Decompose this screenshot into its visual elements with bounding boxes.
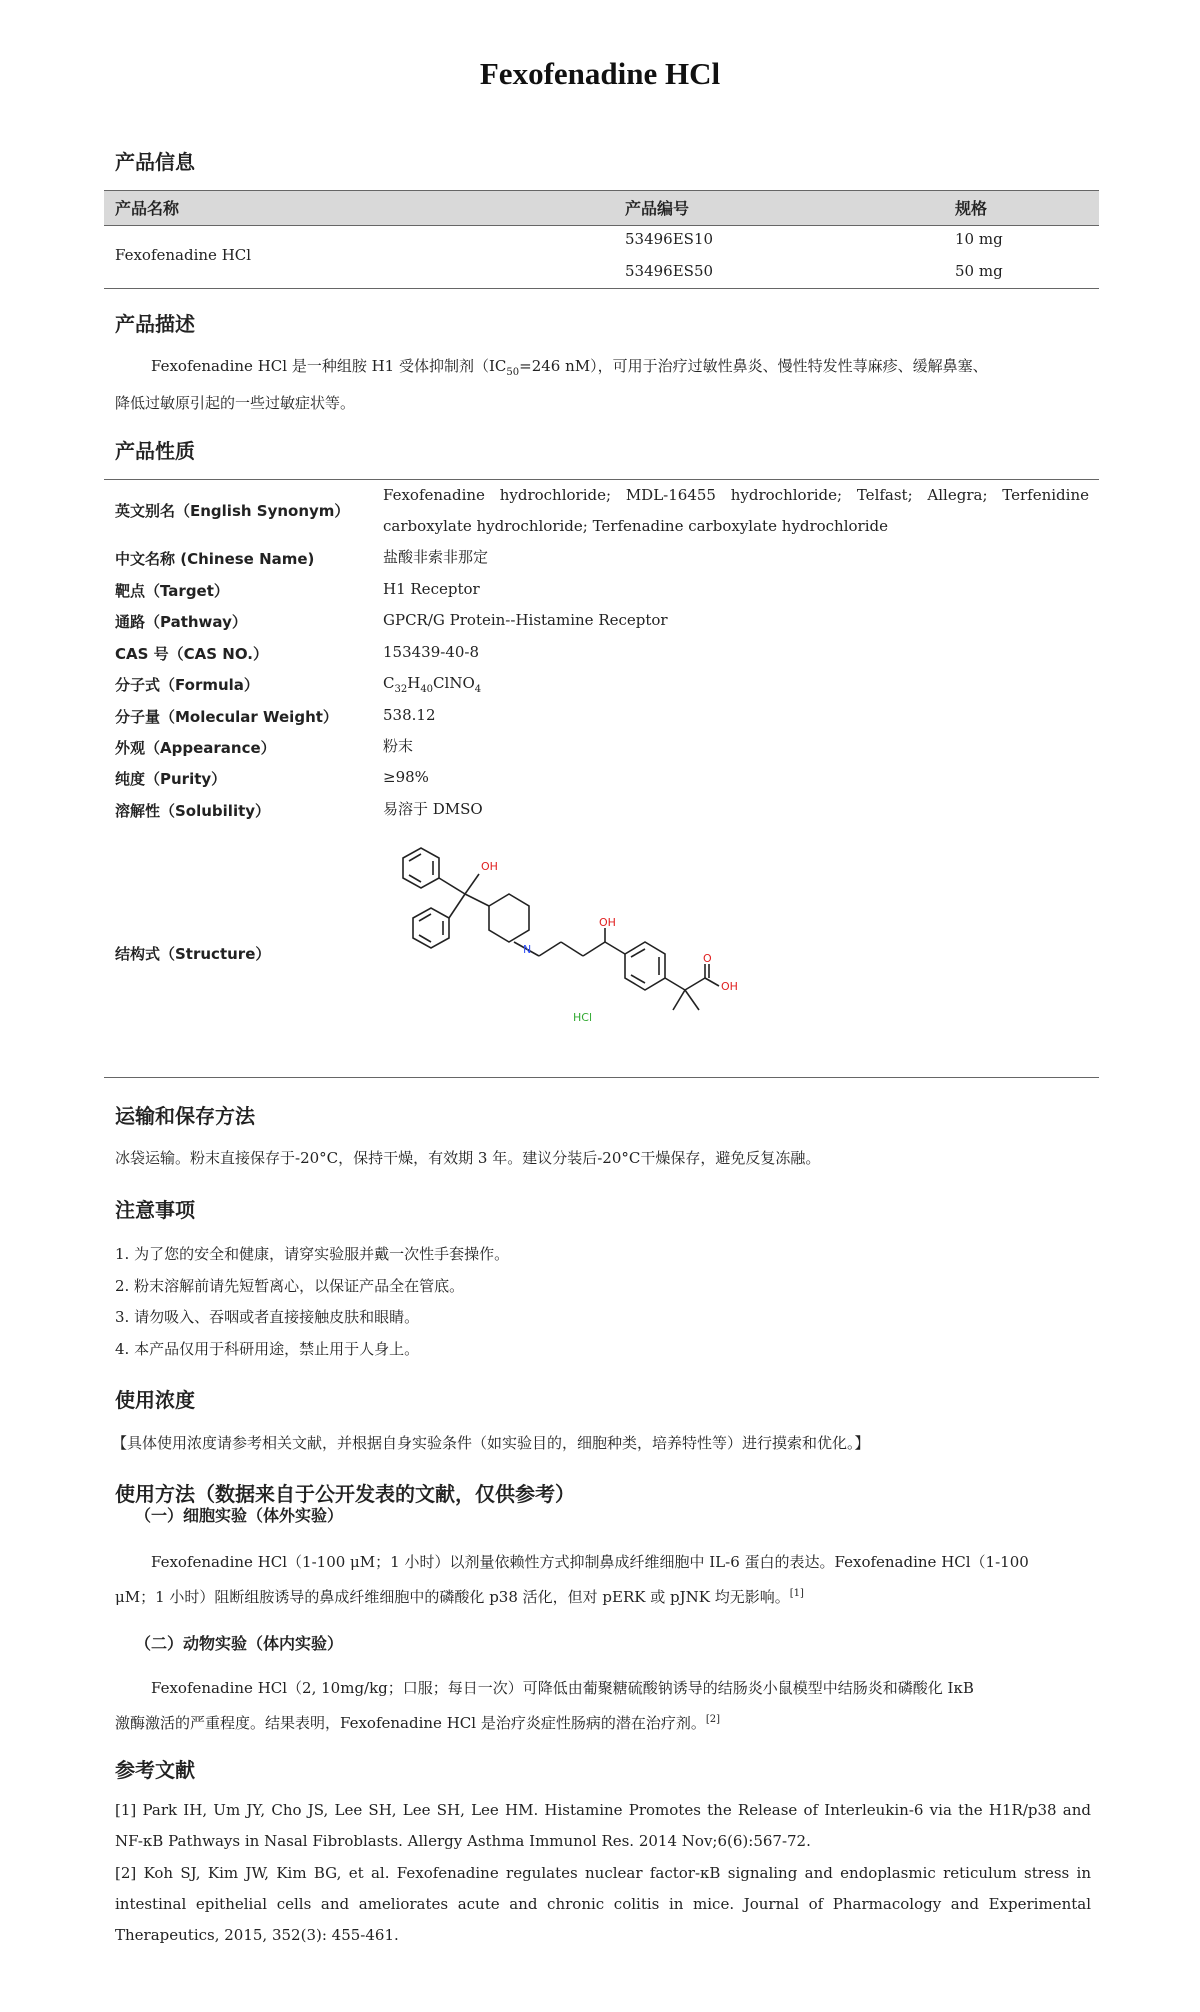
solubility-value: 易溶于 DMSO — [383, 800, 483, 818]
cas-label: CAS 号（CAS NO.） — [115, 645, 268, 663]
table-bottom-rule — [104, 288, 1099, 289]
target-value: H1 Receptor — [383, 580, 480, 598]
animal-experiment-text — [115, 1673, 1091, 1739]
structure-label: 结构式（Structure） — [115, 945, 271, 963]
cas-value: 153439-40-8 — [383, 643, 480, 661]
properties-bottom-rule — [104, 1077, 1099, 1078]
appearance-value: 粉末 — [383, 737, 414, 755]
table-row-code: 53496ES50 — [625, 262, 714, 280]
citation-2: [2] — [705, 1714, 720, 1725]
notes-heading: 注意事项 — [115, 1198, 195, 1222]
purity-value: ≥98% — [383, 768, 429, 786]
formula-h: H — [407, 674, 421, 692]
animal-experiment-heading: （二）动物实验（体内实验） — [135, 1634, 344, 1653]
list-item: 1. 为了您的安全和健康，请穿实验服并戴一次性手套操作。 — [115, 1245, 510, 1263]
cell-line1: Fexofenadine HCl（1-100 μM；1 小时）以剂量依赖性方式抑制鼻成纤维细胞中 IL-6 蛋白的表达。Fexofenadine HCl（1-100 — [151, 1553, 1029, 1571]
synonym-label: 英文别名（English Synonym） — [115, 502, 350, 520]
atom-o: O — [703, 952, 712, 965]
pathway-label: 通路（Pathway） — [115, 613, 247, 631]
table-row-code: 53496ES10 — [625, 230, 714, 248]
product-info-heading: 产品信息 — [115, 150, 195, 174]
description-text — [115, 351, 1091, 419]
citation-1: [1] — [789, 1588, 804, 1599]
product-info-table-header — [104, 190, 1099, 226]
cell-line2: μM；1 小时）阻断组胺诱导的鼻成纤维细胞中的磷酸化 p38 活化，但对 pERK 或 pJNK 均无影响。 — [115, 1588, 790, 1606]
list-item: 4. 本产品仅用于科研用途，禁止用于人身上。 — [115, 1340, 420, 1358]
description-heading: 产品描述 — [115, 312, 195, 336]
mw-label: 分子量（Molecular Weight） — [115, 708, 338, 726]
target-label: 靶点（Target） — [115, 582, 229, 600]
formula-label: 分子式（Formula） — [115, 676, 259, 694]
table-row-spec: 10 mg — [955, 230, 1003, 248]
concentration-heading: 使用浓度 — [115, 1388, 195, 1412]
col-header-name: 产品名称 — [115, 199, 180, 218]
formula-h-sub: 40 — [420, 684, 434, 695]
mw-value: 538.12 — [383, 706, 436, 724]
pathway-value: GPCR/G Protein--Histamine Receptor — [383, 611, 668, 629]
atom-oh-2: OH — [599, 916, 616, 929]
page-title: Fexofenadine HCl — [479, 56, 721, 91]
piperidine-ring — [489, 894, 529, 942]
formula-c-sub: 32 — [394, 684, 408, 695]
purity-label: 纯度（Purity） — [115, 770, 227, 788]
synonym-value: Fexofenadine hydrochloride; MDL-16455 hydrochloride; Telfast; Allegra; Terfenidine carboxylate hydrochloride; Terfenadine carboxylate hydrochloride — [383, 486, 1089, 535]
reference-item: [2] Koh SJ, Kim JW, Kim BG, et al. Fexofenadine regulates nuclear factor-κB signaling and endoplasmic reticulum stress in intestinal epithelial cells and ameliorates acute and chronic colitis in mice. Journal of Pharmacology and Experimental Therapeutics, 2015, 352(3): 455-461. — [115, 1864, 1091, 1944]
chinese-name-value: 盐酸非索非那定 — [383, 548, 489, 566]
animal-line1: Fexofenadine HCl（2, 10mg/kg；口服；每日一次）可降低由葡聚糖硫酸钠诱导的结肠炎小鼠模型中结肠炎和磷酸化 IκB — [151, 1679, 974, 1697]
cell-experiment-text — [115, 1547, 1091, 1613]
storage-text: 冰袋运输。粉末直接保存于-20°C，保持干燥，有效期 3 年。建议分装后-20°C干燥保存，避免反复冻融。 — [115, 1149, 821, 1167]
description-line2: 降低过敏原引起的一些过敏症状等。 — [115, 394, 356, 412]
storage-heading: 运输和保存方法 — [115, 1104, 255, 1128]
formula-rest: ClNO — [433, 674, 475, 692]
formula-c: C — [383, 674, 395, 692]
cell-experiment-heading: （一）细胞实验（体外实验） — [135, 1506, 344, 1525]
list-item: 2. 粉末溶解前请先短暂离心，以保证产品全在管底。 — [115, 1277, 465, 1295]
atom-oh-3: OH — [721, 980, 738, 993]
description-line1-b: =246 nM），可用于治疗过敏性鼻炎、慢性特发性荨麻疹、缓解鼻塞、 — [519, 357, 988, 375]
chemical-structure — [383, 836, 863, 1056]
appearance-label: 外观（Appearance） — [115, 739, 276, 757]
animal-line2: 激酶激活的严重程度。结果表明，Fexofenadine HCl 是治疗炎症性肠病的潜在治疗剂。 — [115, 1714, 706, 1732]
usage-heading: 使用方法（数据来自于公开发表的文献，仅供参考） — [115, 1482, 575, 1506]
atom-hcl: HCl — [573, 1011, 593, 1024]
properties-heading: 产品性质 — [115, 439, 195, 463]
list-item: 3. 请勿吸入、吞咽或者直接接触皮肤和眼睛。 — [115, 1308, 420, 1326]
reference-item: [1] Park IH, Um JY, Cho JS, Lee SH, Lee SH, Lee HM. Histamine Promotes the Release of Interleukin-6 via the H1R/p38 and NF-κB Pathways in Nasal Fibroblasts. Allergy Asthma Immunol Res. 2014 Nov;6(6):567-72. — [115, 1801, 1091, 1850]
col-header-code: 产品编号 — [625, 199, 690, 218]
concentration-text: 【具体使用浓度请参考相关文献，并根据自身实验条件（如实验目的，细胞种类，培养特性等）进行摸索和优化。】 — [112, 1434, 870, 1452]
solubility-label: 溶解性（Solubility） — [115, 802, 271, 820]
atom-oh-1: OH — [481, 860, 498, 873]
col-header-spec: 规格 — [955, 199, 988, 218]
formula-o-sub: 4 — [474, 684, 482, 695]
chinese-name-label: 中文名称 (Chinese Name) — [115, 550, 315, 568]
table-row-spec: 50 mg — [955, 262, 1003, 280]
ic50-subscript: 50 — [506, 367, 520, 378]
atom-n: N — [523, 943, 532, 956]
references-heading: 参考文献 — [115, 1758, 195, 1782]
product-name-cell: Fexofenadine HCl — [115, 246, 252, 264]
description-line1-a: Fexofenadine HCl 是一种组胺 H1 受体抑制剂（IC — [151, 357, 507, 375]
